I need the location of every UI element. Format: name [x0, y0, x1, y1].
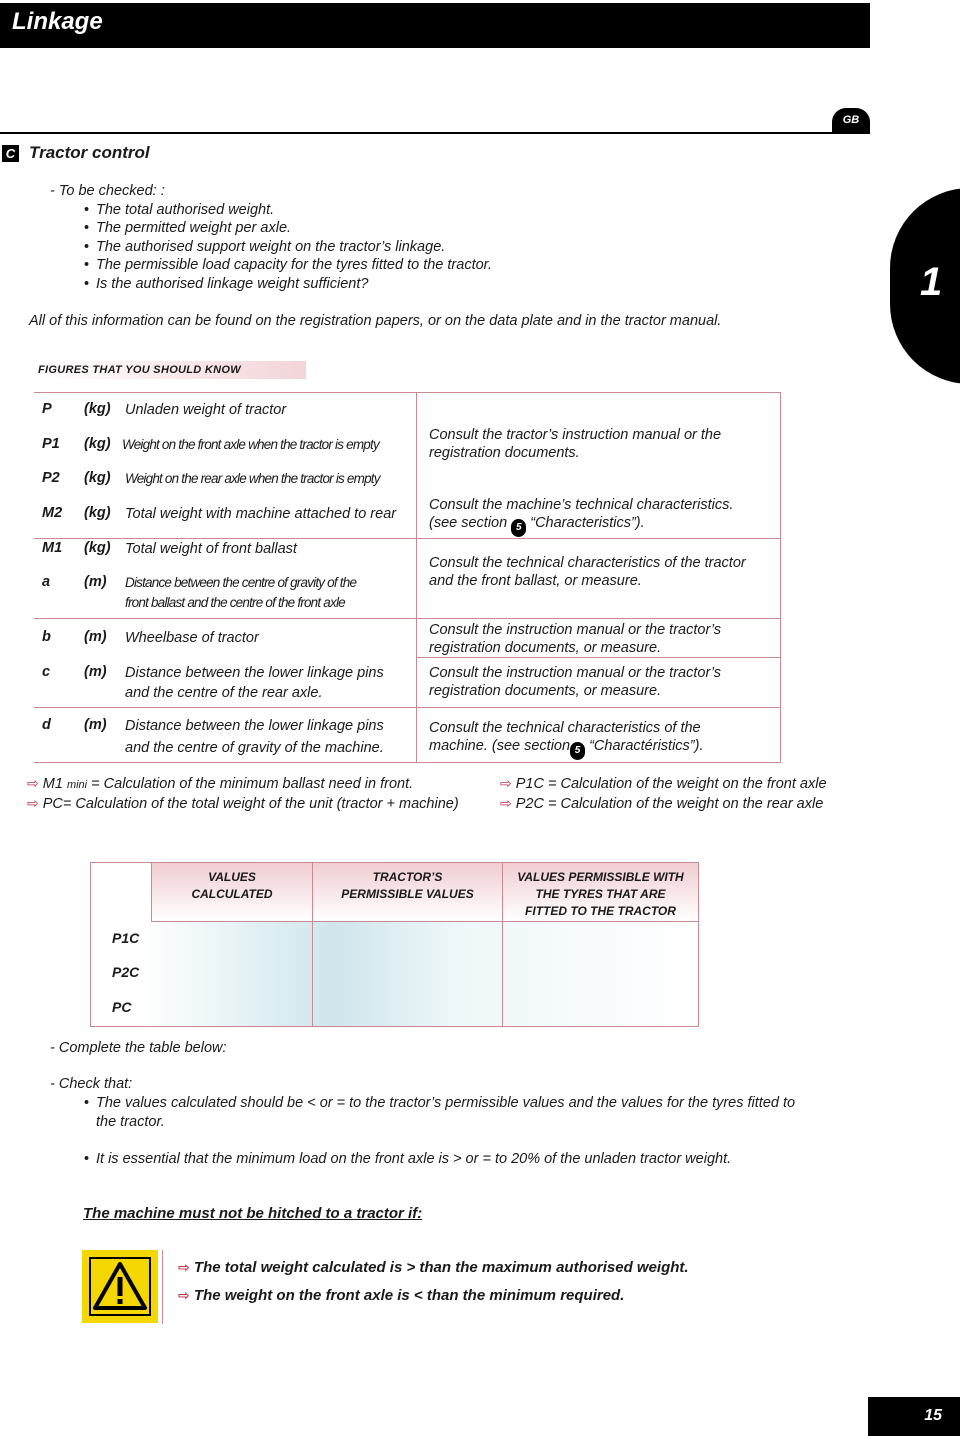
consult-text: registration documents, or measure.	[429, 640, 662, 656]
page-title: Linkage	[12, 8, 103, 35]
warning-text: The weight on the front axle is < than the minimum required.	[193, 1287, 625, 1304]
values-row-label: PC	[112, 999, 132, 1015]
consult-text: registration documents, or measure.	[429, 683, 662, 699]
calc-symbol: PC	[42, 796, 63, 812]
table-rule	[416, 538, 417, 763]
arrow-icon: ⇨	[27, 795, 39, 811]
section-5-icon: 5	[511, 519, 526, 537]
consult-text: Consult the instruction manual or the tractor’s	[429, 622, 722, 638]
figure-description: Distance between the centre of gravity of the	[125, 575, 357, 590]
figure-unit: (m)	[84, 574, 107, 590]
figure-symbol: b	[42, 629, 51, 645]
warning-title: The machine must not be hitched to a tractor if:	[83, 1205, 423, 1222]
values-header	[313, 869, 502, 903]
warning-icon	[82, 1250, 158, 1323]
values-header-line: CALCULATED	[191, 887, 273, 901]
divider	[0, 132, 870, 134]
check-item: • The authorised support weight on the tractor’s linkage.	[96, 238, 445, 257]
arrow-icon: ⇨	[178, 1259, 190, 1275]
figure-description: Unladen weight of tractor	[125, 402, 287, 418]
values-header-line: VALUES	[208, 870, 256, 884]
table-rule	[416, 392, 780, 393]
figure-description: and the centre of the rear axle.	[125, 685, 323, 701]
section-5-icon: 5	[570, 742, 585, 760]
figure-description: Distance between the lower linkage pins	[125, 718, 384, 734]
calc-symbol: P2C	[515, 796, 544, 812]
consult-text: registration documents.	[429, 445, 580, 461]
instruction: - Check that:	[50, 1076, 133, 1092]
figure-unit: (kg)	[84, 470, 111, 486]
figure-symbol: M2	[42, 505, 63, 521]
section-title: Tractor control	[29, 143, 150, 162]
figure-unit: (kg)	[84, 505, 111, 521]
instruction-bullet-cont: the tractor.	[96, 1114, 165, 1130]
check-item: • Is the authorised linkage weight sufficient?	[96, 275, 368, 294]
figure-unit: (m)	[84, 629, 107, 645]
consult-text: “Characteristics”).	[530, 515, 645, 531]
figure-unit: (kg)	[84, 401, 111, 417]
figure-description: Wheelbase of tractor	[125, 630, 259, 646]
values-row-label: P1C	[112, 930, 140, 946]
table-rule	[34, 762, 781, 763]
consult-text: Consult the tractor’s instruction manual or the	[429, 427, 722, 443]
info-note: All of this information can be found on the registration papers, or on the data plate and in the tractor manual.	[29, 313, 722, 329]
check-item: • The permissible load capacity for the tyres fitted to the tractor.	[96, 256, 492, 275]
consult-text: Consult the instruction manual or the tractor’s	[429, 665, 722, 681]
consult-text: machine. (see section	[429, 738, 571, 754]
instruction: - Complete the table below:	[50, 1040, 227, 1056]
page-number: 15	[868, 1397, 960, 1436]
figure-symbol: d	[42, 717, 51, 733]
consult-text: and the front ballast, or measure.	[429, 573, 642, 589]
figure-symbol: a	[42, 574, 51, 590]
warning-line	[178, 1259, 689, 1276]
values-header-line: THE TYRES THAT ARE	[535, 887, 666, 901]
check-intro: - To be checked: :	[50, 183, 165, 199]
table-rule	[34, 618, 780, 619]
arrow-icon: ⇨	[500, 775, 512, 791]
calc-line	[500, 775, 827, 792]
instruction-bullet: • The values calculated should be < or = to the tractor’s permissible values and the values for the tyres fitted to	[96, 1094, 795, 1113]
consult-text: “Charactéristics”).	[589, 738, 704, 754]
consult-text: (see section	[429, 515, 508, 531]
table-rule	[151, 921, 698, 922]
instruction-bullet: • It is essential that the minimum load on the front axle is > or = to 20% of the unladen tractor weight.	[96, 1150, 731, 1169]
figure-symbol: c	[42, 664, 51, 680]
calc-text: = Calculation of the minimum ballast need in front.	[91, 776, 414, 792]
figure-description: Total weight of front ballast	[125, 541, 297, 557]
header-bar	[0, 3, 870, 48]
figure-symbol: P1	[42, 436, 60, 452]
figure-description: front ballast and the centre of the front axle	[125, 595, 345, 610]
section-letter: C	[2, 145, 19, 162]
table-rule	[416, 538, 780, 539]
figure-symbol: P2	[42, 470, 60, 486]
check-item: • The permitted weight per axle.	[96, 219, 291, 238]
consult-text: Consult the technical characteristics of the	[429, 720, 701, 736]
arrow-icon: ⇨	[27, 775, 39, 791]
values-header-line: TRACTOR’S	[372, 870, 443, 884]
values-header-line: PERMISSIBLE VALUES	[341, 887, 474, 901]
figure-symbol: P	[42, 401, 52, 417]
calc-text: = Calculation of the weight on the front axle	[543, 776, 827, 792]
figure-symbol: M1	[42, 540, 63, 556]
table-rule	[780, 392, 781, 763]
figure-unit: (kg)	[84, 540, 111, 556]
warning-line	[178, 1287, 624, 1304]
table-rule	[416, 392, 417, 538]
consult-text: Consult the technical characteristics of the tractor	[429, 555, 746, 571]
language-badge: GB	[832, 108, 870, 134]
figure-description: Distance between the lower linkage pins	[125, 665, 384, 681]
arrow-icon: ⇨	[178, 1287, 190, 1303]
figure-description: Weight on the rear axle when the tractor is empty	[125, 471, 380, 486]
table-rule	[34, 707, 780, 708]
values-row-label: P2C	[112, 964, 140, 980]
consult-text	[429, 737, 703, 760]
values-header-line: VALUES PERMISSIBLE WITH	[517, 870, 684, 884]
warning-text: The total weight calculated is > than the maximum authorised weight.	[193, 1259, 689, 1276]
figure-description: and the centre of gravity of the machine.	[125, 740, 384, 756]
calc-line	[27, 775, 413, 792]
table-rule	[34, 392, 416, 393]
calc-text: = Calculation of the total weight of the unit (tractor + machine)	[62, 796, 459, 812]
values-header-line: FITTED TO THE TRACTOR	[525, 904, 676, 918]
chapter-number: 1	[920, 260, 943, 304]
values-header	[503, 869, 698, 920]
calc-subscript: mini	[66, 779, 88, 791]
calc-line	[500, 795, 823, 812]
consult-text	[429, 514, 645, 537]
calc-symbol: P1C	[515, 776, 544, 792]
values-table-corner	[91, 863, 151, 921]
calc-text: = Calculation of the weight on the rear axle	[543, 796, 824, 812]
calc-line	[27, 795, 459, 812]
figure-unit: (m)	[84, 717, 107, 733]
values-header	[152, 869, 312, 903]
check-item: • The total authorised weight.	[96, 201, 274, 220]
calc-symbol: M1	[42, 776, 63, 792]
figures-title: FIGURES THAT YOU SHOULD KNOW	[38, 364, 241, 376]
warning-divider	[162, 1250, 163, 1324]
figure-description: Total weight with machine attached to rear	[125, 506, 397, 522]
figure-unit: (kg)	[84, 436, 111, 452]
figure-description: Weight on the front axle when the tractor is empty	[122, 437, 379, 452]
figure-unit: (m)	[84, 664, 107, 680]
arrow-icon: ⇨	[500, 795, 512, 811]
consult-text: Consult the machine’s technical characteristics.	[429, 497, 734, 513]
